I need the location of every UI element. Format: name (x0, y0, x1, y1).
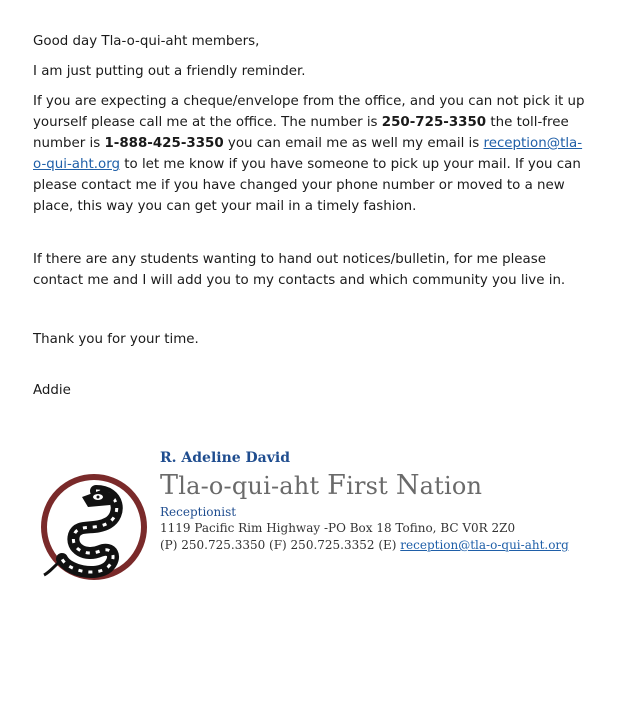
signature-contact (160, 537, 569, 554)
letter-body (33, 31, 593, 401)
reminder-line: I am just putting out a friendly reminder. (33, 64, 306, 79)
signature-name: R. Adeline David (160, 450, 290, 466)
email-signature (38, 449, 598, 589)
students-paragraph: If there are any students wanting to hand out notices/bulletin, for me please contact me and I will add you to my contacts and which community you live in. (33, 252, 566, 288)
org-part-1: la-o-qui-aht (178, 472, 328, 500)
org-part-3: ation (419, 472, 483, 500)
main-paragraph (33, 91, 593, 217)
signature-title: Receptionist (160, 505, 237, 519)
main-text-2: the toll-free number is (33, 115, 569, 151)
main-text-3: you can email me as well my email is (223, 136, 484, 151)
main-text-4: to let me know if you have someone to pick up your mail. If you can please contact me if you have changed your phone number or moved to a new place, this way you can get your mail in a timely fashion. (33, 157, 581, 214)
org-part-2: irst (346, 472, 396, 500)
email-link[interactable]: reception@tla-o-qui-aht.org (33, 136, 583, 172)
org-initial-f: F (327, 470, 347, 501)
main-text-1: If you are expecting a cheque/envelope from the office, and you can not pick it up yourself please call me at the office. The number is (33, 94, 585, 130)
contact-numbers: (P) 250.725.3350 (F) 250.725.3352 (E) (160, 538, 401, 552)
signature-email-link[interactable]: reception@tla-o-qui-aht.org (400, 538, 569, 552)
org-initial-t: T (160, 470, 179, 501)
signoff: Addie (33, 383, 71, 398)
office-phone: 250-725-3350 (381, 115, 487, 130)
signature-text (160, 449, 569, 554)
thanks-line: Thank you for your time. (33, 332, 199, 347)
serpent-circle-logo-icon (38, 471, 150, 583)
greeting: Good day Tla-o-qui-aht members, (33, 34, 260, 49)
tollfree-phone: 1-888-425-3350 (104, 136, 224, 151)
signature-address: 1119 Pacific Rim Highway -PO Box 18 Tofino, BC V0R 2Z0 (160, 521, 516, 535)
organization-name (160, 470, 569, 502)
org-initial-n: N (395, 470, 420, 501)
